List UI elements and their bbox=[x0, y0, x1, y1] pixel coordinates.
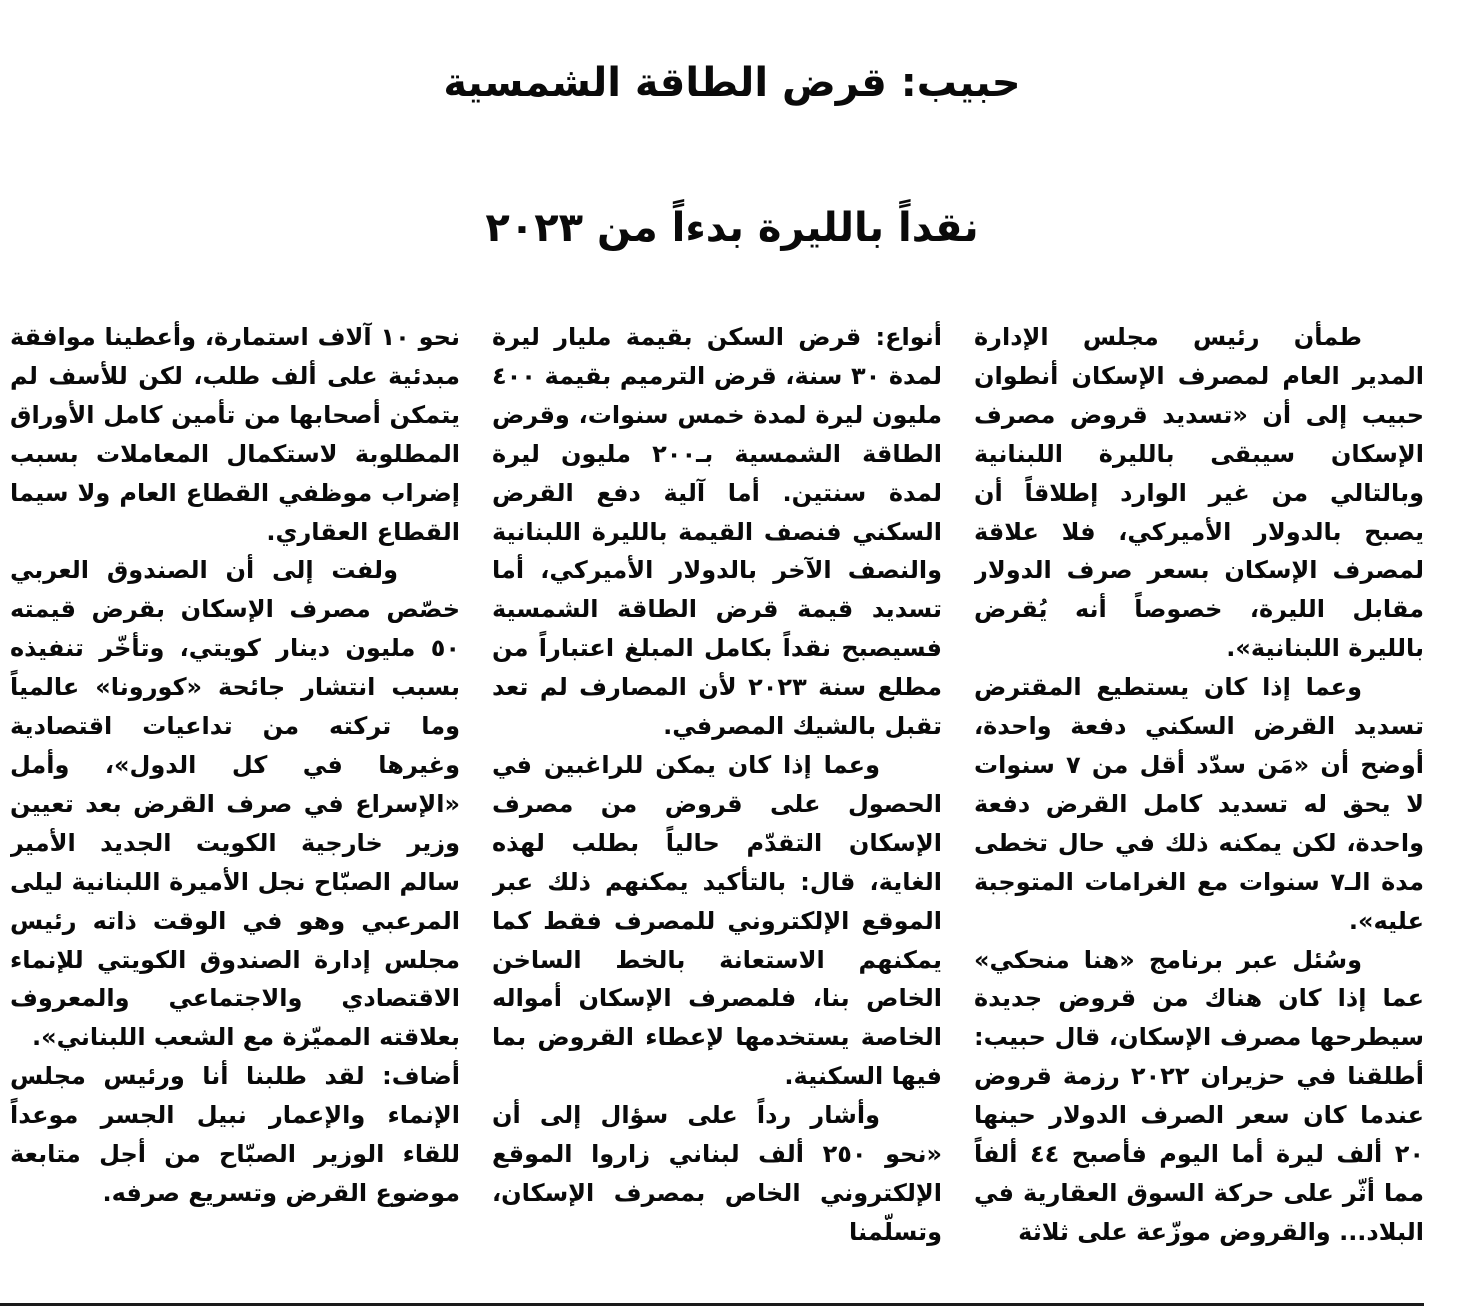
paragraph: طمأن رئيس مجلس الإدارة المدير العام لمصرف الإسكان أنطوان حبيب إلى أن «تسديد قروض مصرف الإسكان سيبقى بالليرة اللبنانية وبالتالي من غير الوارد إطلاقاً أن يصبح بالدولار الأميركي، فلا علاقة لمصرف الإسكان بسعر صرف الدولار مقابل الليرة، خصوصاً أنه يُقرض بالليرة اللبنانية». bbox=[974, 323, 1424, 663]
bottom-divider bbox=[0, 1303, 1424, 1306]
column-right bbox=[974, 318, 1424, 1278]
paragraph: ولفت إلى أن الصندوق العربي خصّص مصرف الإسكان بقرض قيمته ٥٠ مليون دينار كويتي، وتأخّر تنفيذه بسبب انتشار جائحة «كورونا» عالمياً وما تركته من تداعيات اقتصادية وغيرها في كل الدول»، وأمل «الإسراع في صرف القرض بعد تعيين وزير خارجية الكويت الجديد الأمير سالم الصبّاح نجل الأميرة اللبنانية ليلى المرعبي وهو في الوقت ذاته رئيس مجلس إدارة الصندوق الكويتي للإنماء الاقتصادي والاجتماعي والمعروف بعلاقته المميّزة مع الشعب اللبناني». bbox=[10, 556, 460, 1052]
paragraph: وعما إذا كان يستطيع المقترض تسديد القرض السكني دفعة واحدة، أوضح أن «مَن سدّد أقل من ٧ سنوات لا يحق له تسديد كامل القرض دفعة واحدة، لكن يمكنه ذلك في حال تخطى مدة الـ٧ سنوات مع الغرامات المتوجبة عليه». bbox=[974, 673, 1424, 935]
paragraph: أضاف: لقد طلبنا أنا ورئيس مجلس الإنماء والإعمار نبيل الجسر موعداً للقاء الوزير الصبّاح من أجل متابعة موضوع القرض وتسريع صرفه. bbox=[10, 1062, 460, 1207]
paragraph: وعما إذا كان يمكن للراغبين في الحصول على قروض من مصرف الإسكان التقدّم حالياً بطلب لهذه الغاية، قال: بالتأكيد يمكنهم ذلك عبر الموقع الإلكتروني للمصرف فقط كما يمكنهم الاستعانة بالخط الساخن الخاص بنا، فلمصرف الإسكان أمواله الخاصة يستخدمها لإعطاء القروض بما فيها السكنية. bbox=[492, 750, 942, 1091]
column-left bbox=[10, 318, 460, 1278]
headline bbox=[0, 8, 1464, 298]
paragraph: نحو ١٠ آلاف استمارة، وأعطينا موافقة مبدئية على ألف طلب، لكن للأسف لم يتمكن أصحابها من تأمين كامل الأوراق المطلوبة لاستكمال المعاملات بسبب إضراب موظفي القطاع العام ولا سيما القطاع العقاري. bbox=[10, 323, 460, 546]
paragraph: وسُئل عبر برنامج «هنا منحكي» عما إذا كان هناك من قروض جديدة سيطرحها مصرف الإسكان، قال حبيب: أطلقنا في حزيران ٢٠٢٢ رزمة قروض عندما كان سعر الصرف الدولار حينها ٢٠ ألف ليرة أما اليوم فأصبح ٤٤ ألفاً مما أثّر على حركة السوق العقارية في البلاد... والقروض موزّعة على ثلاثة bbox=[974, 945, 1424, 1246]
column-middle bbox=[492, 318, 942, 1278]
headline-line-1: حبيب: قرض الطاقة الشمسية bbox=[443, 60, 1021, 106]
headline-line-2: نقداً بالليرة بدءاً من ٢٠٢٣ bbox=[485, 205, 979, 251]
article-body bbox=[10, 318, 1424, 1278]
paragraph: وأشار رداً على سؤال إلى أن «نحو ٢٥٠ ألف لبناني زاروا الموقع الإلكتروني الخاص بمصرف الإسكان، وتسلّمنا bbox=[492, 1101, 942, 1246]
paragraph: أنواع: قرض السكن بقيمة مليار ليرة لمدة ٣٠ سنة، قرض الترميم بقيمة ٤٠٠ مليون ليرة لمدة خمس سنوات، وقرض الطاقة الشمسية بـ٢٠٠ مليون ليرة لمدة سنتين. أما آلية دفع القرض السكني فنصف القيمة بالليرة اللبنانية والنصف الآخر بالدولار الأميركي، أما تسديد قيمة قرض الطاقة الشمسية فسيصبح نقداً بكامل المبلغ اعتباراً من مطلع سنة ٢٠٢٣ لأن المصارف لم تعد تقبل بالشيك المصرفي. bbox=[492, 323, 942, 741]
